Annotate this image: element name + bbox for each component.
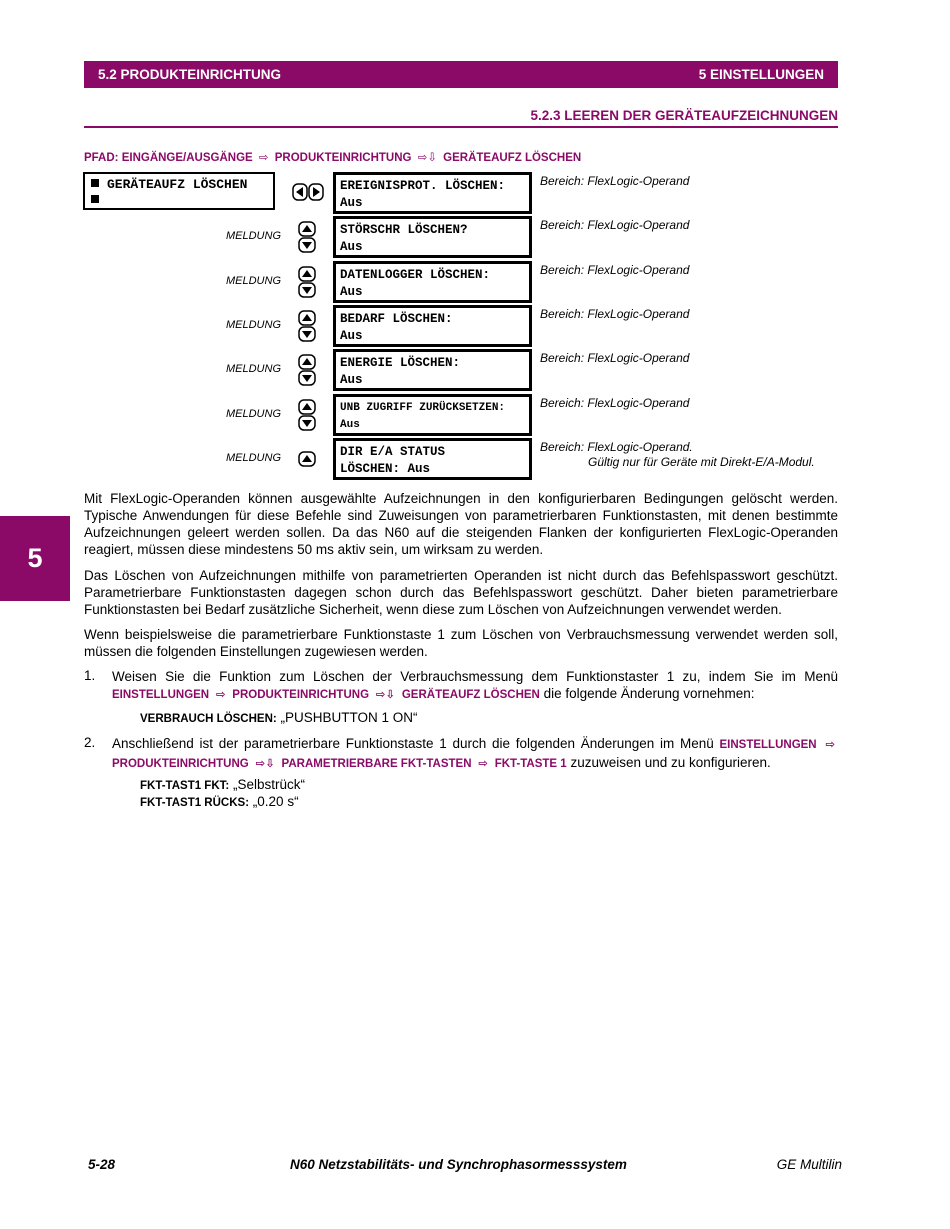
display-line2: LÖSCHEN: Aus: [340, 461, 431, 476]
range-label: Bereich:: [540, 440, 585, 454]
arrow-right-icon: ⇨: [478, 758, 488, 770]
publisher: GE Multilin: [776, 1157, 842, 1172]
header-chapter: 5 EINSTELLUNGEN: [698, 67, 824, 82]
message-label: MELDUNG: [226, 275, 282, 287]
setting-assignment: [140, 777, 305, 792]
range-note: Gültig nur für Geräte mit Direkt-E/A-Modul.: [588, 455, 815, 469]
message-label: MELDUNG: [226, 230, 282, 242]
display-line1: ENERGIE LÖSCHEN:: [340, 356, 461, 370]
setting-range: [540, 218, 689, 233]
setting-row: [0, 261, 950, 305]
up-down-arrow-keys-icon: [298, 354, 316, 386]
path-seg1: EINGÄNGE/AUSGÄNGE: [121, 152, 253, 164]
setting-range: [540, 440, 815, 470]
range-label: Bereich:: [540, 396, 585, 410]
setting-row: [0, 349, 950, 393]
range-label: Bereich:: [540, 174, 585, 188]
setting-row: [0, 394, 950, 438]
up-down-arrow-keys-icon: [298, 310, 316, 342]
setting-range: [540, 263, 689, 278]
step-text: [112, 735, 838, 773]
display-line1: BEDARF LÖSCHEN:: [340, 312, 453, 326]
paragraph: Mit FlexLogic-Operanden können ausgewählte Aufzeichnungen in den konfigurierbaren Bedingungen gelöscht werden. Typische Anwendungen für diese Befehle sind Zuweisungen von parametrierbaren Funktionstasten, mit denen bestimmte Aufzeichnungen geleert werden sollen. Da das N60 auf die steigenden Flanken der konfigurierten FlexLogic-Operanden reagiert, müssen diese mindestens 50 ms aktiv sein, um wirksam zu werden.: [84, 491, 838, 557]
setting-row: [0, 172, 950, 216]
menu-ref: PRODUKTEINRICHTUNG: [232, 689, 370, 701]
menu-ref: GERÄTEAUFZ LÖSCHEN: [401, 689, 540, 701]
setting-display: [333, 438, 532, 480]
range-value: FlexLogic-Operand: [587, 307, 690, 321]
menu-ref: FKT-TASTE 1: [494, 758, 567, 770]
chapter-tab: 5: [0, 516, 70, 601]
arrow-right-icon: ⇨: [215, 689, 226, 701]
menu-ref: EINSTELLUNGEN: [719, 739, 817, 751]
range-label: Bereich:: [540, 307, 585, 321]
display-line1: DATENLOGGER LÖSCHEN:: [340, 268, 491, 282]
setting-display: [333, 305, 532, 347]
message-label: MELDUNG: [226, 319, 282, 331]
path-label: PFAD:: [84, 152, 119, 164]
range-value: FlexLogic-Operand: [587, 174, 690, 188]
range-label: Bereich:: [540, 218, 585, 232]
setting-display: [333, 394, 532, 436]
display-line1: UNB ZUGRIFF ZURÜCKSETZEN:: [340, 402, 506, 414]
display-line1: EREIGNISPROT. LÖSCHEN:: [340, 179, 506, 193]
up-down-arrow-keys-icon: [298, 266, 316, 298]
up-arrow-key-icon: [298, 443, 316, 475]
display-line2: Aus: [340, 418, 360, 431]
path-arrow-right-down-icon: ⇨⇩: [417, 152, 437, 164]
page-number: 5-28: [88, 1157, 116, 1172]
range-value: FlexLogic-Operand: [587, 396, 690, 410]
range-value: FlexLogic-Operand: [587, 351, 690, 365]
message-label: MELDUNG: [226, 452, 282, 464]
setting-range: [540, 351, 689, 366]
setting-assignment: [140, 794, 299, 809]
display-line2: Aus: [340, 239, 363, 254]
setting-range: [540, 307, 689, 322]
display-line2: Aus: [340, 195, 363, 210]
setting-display: [333, 349, 532, 391]
display-line1: STÖRSCHR LÖSCHEN?: [340, 223, 468, 237]
setting-display: [333, 216, 532, 258]
menu-heading-text: GERÄTEAUFZ LÖSCHEN: [107, 177, 248, 192]
step-text-a: Weisen Sie die Funktion zum Löschen der Verbrauchsmessung dem Funktionstaster 1 zu, indem Sie im Menü: [112, 669, 838, 684]
step-text-a: Anschließend ist der parametrierbare Funktionstaste 1 durch die folgenden Änderungen im Menü: [112, 736, 714, 751]
paragraph: Wenn beispielsweise die parametrierbare Funktionstaste 1 zum Löschen von Verbrauchsmessung verwendet werden soll, müssen die folgenden Einstellungen zugewiesen werden.: [84, 627, 838, 659]
up-down-arrow-keys-icon: [298, 399, 316, 431]
message-label: MELDUNG: [226, 408, 282, 420]
range-value: FlexLogic-Operand: [587, 263, 690, 277]
setting-display: [333, 172, 532, 214]
setting-assignment: [140, 710, 418, 725]
setting-row: [0, 438, 950, 482]
menu-ref: PARAMETRIERBARE FKT-TASTEN: [281, 758, 472, 770]
display-line2: Aus: [340, 284, 363, 299]
step-text-b: zuzuweisen und zu konfigurieren.: [570, 755, 771, 770]
setting-value: „Selbstrück“: [233, 777, 306, 792]
setting-value: „0.20 s“: [252, 794, 299, 809]
menu-ref: EINSTELLUNGEN: [112, 689, 210, 701]
page-header-bar: [84, 61, 838, 88]
range-value: FlexLogic-Operand.: [587, 440, 693, 454]
setting-key: FKT-TAST1 FKT:: [140, 780, 230, 792]
setting-range: [540, 396, 689, 411]
arrow-right-down-icon: ⇨⇩: [255, 758, 275, 770]
display-line2: Aus: [340, 372, 363, 387]
section-subheading: 5.2.3 LEEREN DER GERÄTEAUFZEICHNUNGEN: [530, 108, 838, 123]
path-seg2: PRODUKTEINRICHTUNG: [274, 152, 412, 164]
path-arrow-right-icon: ⇨: [258, 152, 269, 164]
arrow-right-icon: ⇨: [825, 739, 835, 751]
range-label: Bereich:: [540, 263, 585, 277]
setting-value: „PUSHBUTTON 1 ON“: [280, 710, 418, 725]
step-text-b: die folgende Änderung vornehmen:: [543, 686, 755, 701]
message-label: MELDUNG: [226, 363, 282, 375]
range-label: Bereich:: [540, 351, 585, 365]
display-line1: DIR E/A STATUS: [340, 445, 446, 459]
path-seg3: GERÄTEAUFZ LÖSCHEN: [443, 152, 582, 164]
step-number: 1.: [84, 668, 96, 683]
step-number: 2.: [84, 735, 96, 750]
document-title: N60 Netzstabilitäts- und Synchrophasormesssystem: [290, 1157, 627, 1172]
up-down-arrow-keys-icon: [298, 221, 316, 253]
menu-ref: PRODUKTEINRICHTUNG: [112, 758, 249, 770]
paragraph: Das Löschen von Aufzeichnungen mithilfe von parametrierten Operanden ist nicht durch das Befehlspasswort geschützt. Parametrierbare Funktionstasten dagegen schon durch das Befehlspasswort geschützt. Daher bieten parametrierbare Funktionstasten bei Bedarf zusätzliche Sicherheit, wenn diese zum Löschen von Aufzeichnungen verwendet werden.: [84, 568, 838, 617]
setting-display: [333, 261, 532, 303]
setting-key: VERBRAUCH LÖSCHEN:: [140, 713, 277, 725]
header-section: 5.2 PRODUKTEINRICHTUNG: [98, 67, 282, 82]
menu-path: [84, 150, 581, 164]
setting-key: FKT-TAST1 RÜCKS:: [140, 797, 250, 809]
step-text: [112, 668, 838, 704]
setting-range: [540, 174, 689, 189]
subheading-rule: [84, 126, 838, 128]
setting-row: [0, 216, 950, 260]
range-value: FlexLogic-Operand: [587, 218, 690, 232]
arrow-right-down-icon: ⇨⇩: [375, 689, 396, 701]
setting-row: [0, 305, 950, 349]
display-line2: Aus: [340, 328, 363, 343]
